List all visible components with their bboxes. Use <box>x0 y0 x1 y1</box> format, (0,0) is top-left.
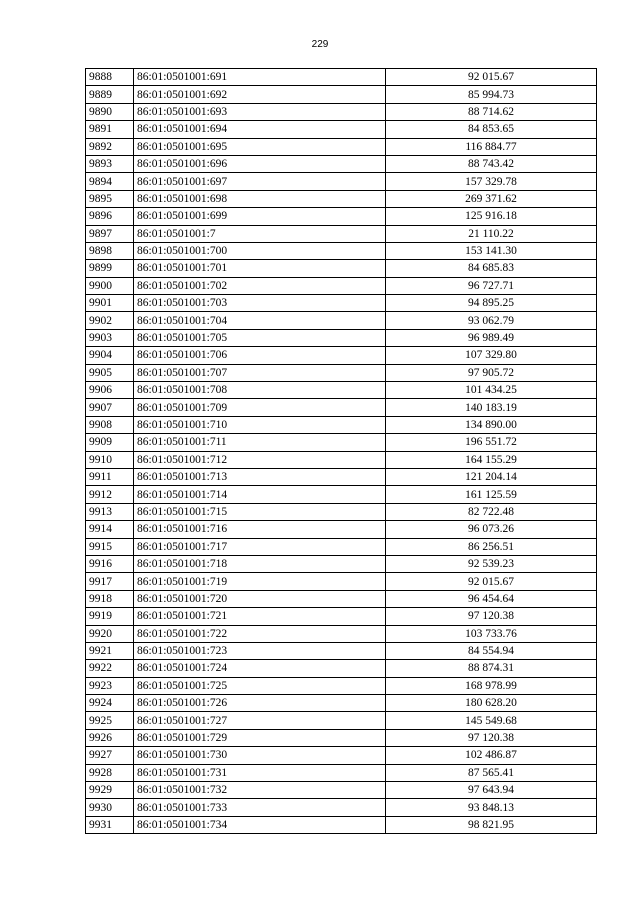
table-row <box>86 434 597 451</box>
row-number-cell: 9910 <box>86 451 134 468</box>
cadastral-number-cell: 86:01:0501001:709 <box>134 399 386 416</box>
table-row <box>86 799 597 816</box>
table-row <box>86 69 597 86</box>
cadastral-number-cell: 86:01:0501001:712 <box>134 451 386 468</box>
row-number-cell: 9917 <box>86 573 134 590</box>
cadastral-number-cell: 86:01:0501001:717 <box>134 538 386 555</box>
cadastral-number-cell: 86:01:0501001:721 <box>134 608 386 625</box>
cadastral-number-cell: 86:01:0501001:693 <box>134 103 386 120</box>
row-number-cell: 9891 <box>86 121 134 138</box>
table-row <box>86 208 597 225</box>
table-row <box>86 764 597 781</box>
row-number-cell: 9930 <box>86 799 134 816</box>
cadastral-number-cell: 86:01:0501001:723 <box>134 642 386 659</box>
cadastral-number-cell: 86:01:0501001:729 <box>134 729 386 746</box>
cadastral-number-cell: 86:01:0501001:699 <box>134 208 386 225</box>
table-row <box>86 642 597 659</box>
row-number-cell: 9912 <box>86 486 134 503</box>
row-number-cell: 9915 <box>86 538 134 555</box>
cadastral-value-cell: 125 916.18 <box>386 208 597 225</box>
cadastral-value-cell: 92 015.67 <box>386 69 597 86</box>
row-number-cell: 9894 <box>86 173 134 190</box>
cadastral-value-cell: 161 125.59 <box>386 486 597 503</box>
table-row <box>86 242 597 259</box>
table-row <box>86 555 597 572</box>
row-number-cell: 9896 <box>86 208 134 225</box>
cadastral-value-cell: 96 073.26 <box>386 521 597 538</box>
cadastral-number-cell: 86:01:0501001:7 <box>134 225 386 242</box>
row-number-cell: 9928 <box>86 764 134 781</box>
cadastral-number-cell: 86:01:0501001:722 <box>134 625 386 642</box>
row-number-cell: 9890 <box>86 103 134 120</box>
cadastral-value-cell: 116 884.77 <box>386 138 597 155</box>
cadastral-value-cell: 107 329.80 <box>386 347 597 364</box>
row-number-cell: 9908 <box>86 416 134 433</box>
table-row <box>86 121 597 138</box>
cadastral-value-cell: 153 141.30 <box>386 242 597 259</box>
row-number-cell: 9929 <box>86 782 134 799</box>
cadastral-number-cell: 86:01:0501001:730 <box>134 747 386 764</box>
row-number-cell: 9913 <box>86 503 134 520</box>
row-number-cell: 9909 <box>86 434 134 451</box>
cadastral-number-cell: 86:01:0501001:718 <box>134 555 386 572</box>
cadastral-number-cell: 86:01:0501001:731 <box>134 764 386 781</box>
row-number-cell: 9897 <box>86 225 134 242</box>
row-number-cell: 9926 <box>86 729 134 746</box>
cadastral-value-cell: 84 554.94 <box>386 642 597 659</box>
table-row <box>86 521 597 538</box>
cadastral-number-cell: 86:01:0501001:695 <box>134 138 386 155</box>
cadastral-number-cell: 86:01:0501001:719 <box>134 573 386 590</box>
table-body <box>86 69 597 834</box>
cadastral-number-cell: 86:01:0501001:702 <box>134 277 386 294</box>
cadastral-number-cell: 86:01:0501001:706 <box>134 347 386 364</box>
cadastral-value-cell: 97 905.72 <box>386 364 597 381</box>
table-row <box>86 816 597 833</box>
cadastral-number-cell: 86:01:0501001:697 <box>134 173 386 190</box>
table-row <box>86 295 597 312</box>
cadastral-value-cell: 92 015.67 <box>386 573 597 590</box>
cadastral-number-cell: 86:01:0501001:724 <box>134 660 386 677</box>
table-row <box>86 729 597 746</box>
table-row <box>86 312 597 329</box>
table-row <box>86 486 597 503</box>
row-number-cell: 9921 <box>86 642 134 659</box>
cadastral-number-cell: 86:01:0501001:705 <box>134 329 386 346</box>
cadastral-number-cell: 86:01:0501001:704 <box>134 312 386 329</box>
cadastral-number-cell: 86:01:0501001:692 <box>134 86 386 103</box>
cadastral-value-cell: 96 727.71 <box>386 277 597 294</box>
cadastral-number-cell: 86:01:0501001:701 <box>134 260 386 277</box>
cadastral-number-cell: 86:01:0501001:703 <box>134 295 386 312</box>
cadastral-value-cell: 269 371.62 <box>386 190 597 207</box>
cadastral-number-cell: 86:01:0501001:691 <box>134 69 386 86</box>
table-row <box>86 347 597 364</box>
cadastral-value-cell: 97 120.38 <box>386 729 597 746</box>
row-number-cell: 9907 <box>86 399 134 416</box>
row-number-cell: 9914 <box>86 521 134 538</box>
cadastral-value-cell: 82 722.48 <box>386 503 597 520</box>
table-row <box>86 451 597 468</box>
cadastral-value-cell: 134 890.00 <box>386 416 597 433</box>
table-row <box>86 503 597 520</box>
table-row <box>86 260 597 277</box>
row-number-cell: 9911 <box>86 468 134 485</box>
table-row <box>86 747 597 764</box>
cadastral-value-cell: 164 155.29 <box>386 451 597 468</box>
table-row <box>86 573 597 590</box>
table-row <box>86 538 597 555</box>
table-row <box>86 625 597 642</box>
row-number-cell: 9924 <box>86 695 134 712</box>
row-number-cell: 9901 <box>86 295 134 312</box>
row-number-cell: 9902 <box>86 312 134 329</box>
cadastral-value-cell: 88 874.31 <box>386 660 597 677</box>
cadastral-value-cell: 21 110.22 <box>386 225 597 242</box>
table-row <box>86 590 597 607</box>
cadastral-number-cell: 86:01:0501001:727 <box>134 712 386 729</box>
page-number: 229 <box>311 39 329 50</box>
row-number-cell: 9899 <box>86 260 134 277</box>
cadastral-value-cell: 84 853.65 <box>386 121 597 138</box>
table-row <box>86 225 597 242</box>
cadastral-number-cell: 86:01:0501001:713 <box>134 468 386 485</box>
row-number-cell: 9920 <box>86 625 134 642</box>
cadastral-value-cell: 196 551.72 <box>386 434 597 451</box>
table-row <box>86 329 597 346</box>
row-number-cell: 9893 <box>86 155 134 172</box>
row-number-cell: 9922 <box>86 660 134 677</box>
cadastral-value-cell: 84 685.83 <box>386 260 597 277</box>
cadastral-value-cell: 88 714.62 <box>386 103 597 120</box>
row-number-cell: 9931 <box>86 816 134 833</box>
row-number-cell: 9919 <box>86 608 134 625</box>
cadastral-number-cell: 86:01:0501001:720 <box>134 590 386 607</box>
row-number-cell: 9925 <box>86 712 134 729</box>
row-number-cell: 9923 <box>86 677 134 694</box>
row-number-cell: 9916 <box>86 555 134 572</box>
cadastral-number-cell: 86:01:0501001:700 <box>134 242 386 259</box>
cadastral-number-cell: 86:01:0501001:696 <box>134 155 386 172</box>
table-row <box>86 86 597 103</box>
cadastral-value-cell: 86 256.51 <box>386 538 597 555</box>
cadastral-value-cell: 101 434.25 <box>386 382 597 399</box>
row-number-cell: 9918 <box>86 590 134 607</box>
cadastral-value-cell: 140 183.19 <box>386 399 597 416</box>
cadastral-number-cell: 86:01:0501001:733 <box>134 799 386 816</box>
row-number-cell: 9892 <box>86 138 134 155</box>
cadastral-number-cell: 86:01:0501001:732 <box>134 782 386 799</box>
table-row <box>86 608 597 625</box>
table-row <box>86 173 597 190</box>
cadastral-number-cell: 86:01:0501001:710 <box>134 416 386 433</box>
row-number-cell: 9905 <box>86 364 134 381</box>
table-row <box>86 103 597 120</box>
cadastral-number-cell: 86:01:0501001:698 <box>134 190 386 207</box>
cadastral-value-cell: 103 733.76 <box>386 625 597 642</box>
cadastral-number-cell: 86:01:0501001:711 <box>134 434 386 451</box>
cadastral-value-table <box>85 68 597 834</box>
table-row <box>86 660 597 677</box>
cadastral-value-cell: 102 486.87 <box>386 747 597 764</box>
row-number-cell: 9903 <box>86 329 134 346</box>
cadastral-number-cell: 86:01:0501001:714 <box>134 486 386 503</box>
row-number-cell: 9900 <box>86 277 134 294</box>
table-row <box>86 468 597 485</box>
cadastral-number-cell: 86:01:0501001:708 <box>134 382 386 399</box>
cadastral-number-cell: 86:01:0501001:725 <box>134 677 386 694</box>
table-row <box>86 399 597 416</box>
cadastral-value-cell: 97 120.38 <box>386 608 597 625</box>
row-number-cell: 9888 <box>86 69 134 86</box>
row-number-cell: 9898 <box>86 242 134 259</box>
cadastral-value-cell: 180 628.20 <box>386 695 597 712</box>
table-row <box>86 190 597 207</box>
cadastral-number-cell: 86:01:0501001:734 <box>134 816 386 833</box>
table-row <box>86 155 597 172</box>
table-row <box>86 416 597 433</box>
cadastral-value-cell: 98 821.95 <box>386 816 597 833</box>
cadastral-value-cell: 96 454.64 <box>386 590 597 607</box>
cadastral-value-cell: 145 549.68 <box>386 712 597 729</box>
cadastral-value-cell: 92 539.23 <box>386 555 597 572</box>
cadastral-value-cell: 121 204.14 <box>386 468 597 485</box>
table-row <box>86 695 597 712</box>
cadastral-number-cell: 86:01:0501001:694 <box>134 121 386 138</box>
cadastral-number-cell: 86:01:0501001:707 <box>134 364 386 381</box>
cadastral-value-cell: 94 895.25 <box>386 295 597 312</box>
cadastral-value-cell: 85 994.73 <box>386 86 597 103</box>
cadastral-number-cell: 86:01:0501001:726 <box>134 695 386 712</box>
table-row <box>86 712 597 729</box>
cadastral-number-cell: 86:01:0501001:715 <box>134 503 386 520</box>
table-row <box>86 782 597 799</box>
row-number-cell: 9895 <box>86 190 134 207</box>
table-row <box>86 277 597 294</box>
cadastral-number-cell: 86:01:0501001:716 <box>134 521 386 538</box>
table-row <box>86 138 597 155</box>
cadastral-value-cell: 96 989.49 <box>386 329 597 346</box>
row-number-cell: 9906 <box>86 382 134 399</box>
row-number-cell: 9927 <box>86 747 134 764</box>
cadastral-value-cell: 97 643.94 <box>386 782 597 799</box>
table-row <box>86 364 597 381</box>
cadastral-value-cell: 88 743.42 <box>386 155 597 172</box>
cadastral-value-cell: 93 848.13 <box>386 799 597 816</box>
table-row <box>86 382 597 399</box>
cadastral-value-cell: 168 978.99 <box>386 677 597 694</box>
cadastral-value-cell: 93 062.79 <box>386 312 597 329</box>
row-number-cell: 9889 <box>86 86 134 103</box>
table-row <box>86 677 597 694</box>
cadastral-value-cell: 157 329.78 <box>386 173 597 190</box>
row-number-cell: 9904 <box>86 347 134 364</box>
cadastral-value-cell: 87 565.41 <box>386 764 597 781</box>
